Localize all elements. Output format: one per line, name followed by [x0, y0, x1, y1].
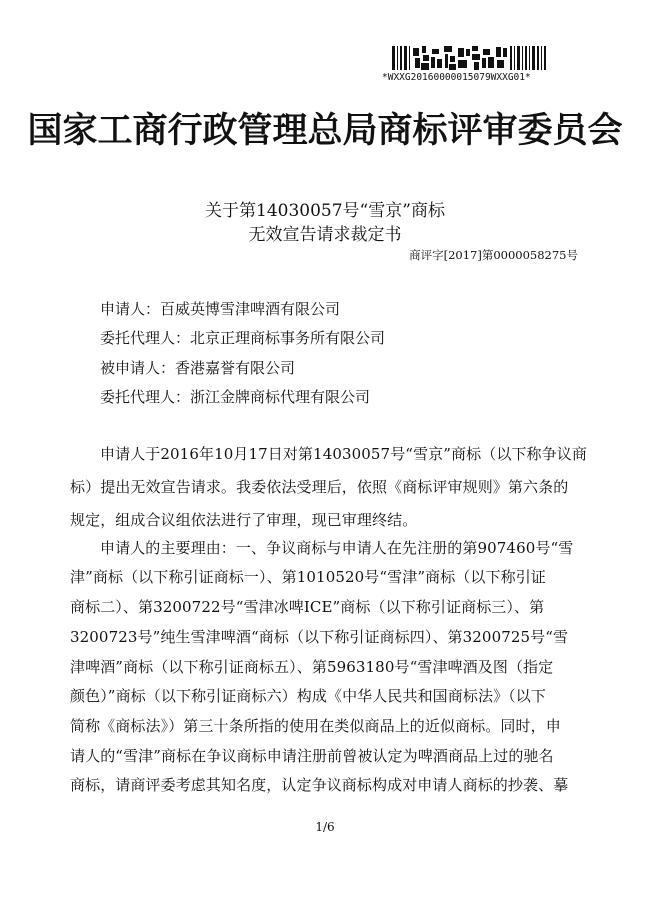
- page-number: 1/6: [315, 820, 335, 834]
- document-number: 商评字[2017]第0000058275号: [409, 248, 578, 262]
- body-line: 申请人于2016年10月17日对第14030057号“雪京”商标（以下称争议商: [100, 445, 587, 463]
- body-line: 津”商标（以下称引证商标一）、第1010520号“雪津”商标（以下称引证: [70, 568, 546, 586]
- document-title-line-2: 无效宣告请求裁定书: [248, 225, 402, 245]
- body-line: 商标二）、第3200722号“雪津冰啤ICE”商标（以下称引证商标三）、第: [70, 598, 545, 616]
- party-applicant: 申请人：百威英博雪津啤酒有限公司: [100, 300, 341, 318]
- party-respondent: 被申请人：香港嘉誉有限公司: [100, 359, 296, 377]
- body-line: 简称《商标法》）第三十条所指的使用在类似商品上的近似商标。同时，申: [70, 717, 561, 735]
- barcode-number: *WXXG20160000015079WXXG01*: [382, 72, 531, 83]
- body-line: 津啤酒”商标（以下称引证商标五）、第5963180号“雪津啤酒及图（指定: [70, 658, 554, 676]
- party-applicant-agent: 委托代理人：北京正理商标事务所有限公司: [100, 329, 386, 347]
- party-respondent-agent: 委托代理人：浙江金牌商标代理有限公司: [100, 388, 371, 406]
- body-line: 颜色）”商标（以下称引证商标六）构成《中华人民共和国商标法》（以下: [70, 687, 546, 705]
- page-title: 国家工商行政管理总局商标评审委员会: [27, 111, 623, 151]
- body-line: 规定，组成合议组依法进行了审理，现已审理终结。: [70, 511, 418, 529]
- body-line: 申请人的主要理由：一、争议商标与申请人在先注册的第907460号“雪: [100, 539, 574, 557]
- body-line: 标）提出无效宣告请求。我委依法受理后，依照《商标评审规则》第六条的: [70, 478, 569, 496]
- body-line: 3200723号”纯生雪津啤酒“商标（以下称引证商标四）、第3200725号“雪: [70, 628, 569, 646]
- body-line: 请人的“雪津”商标在争议商标申请注册前曾被认定为啤酒商品上过的驰名: [70, 747, 554, 765]
- body-line: 商标，请商评委考虑其知名度，认定争议商标构成对申请人商标的抄袭、摹: [70, 776, 569, 794]
- document-title-line-1: 关于第14030057号“雪京”商标: [205, 201, 445, 221]
- barcode: [392, 46, 546, 70]
